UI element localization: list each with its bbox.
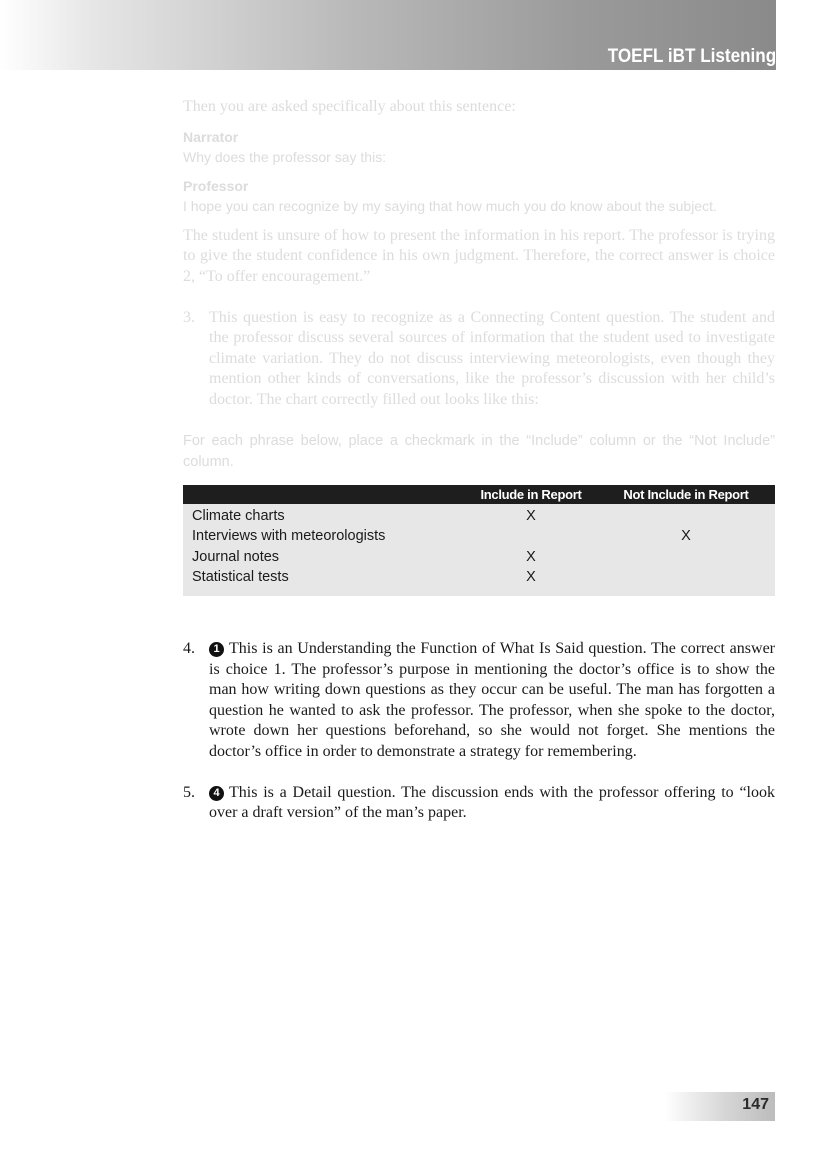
item-3-text: This question is easy to recognize as a Connecting Content question. The student and the professor discuss several sources of information that the student used to investigate climate variation. They do not discuss interviewing meteorologists, even though they mention other kinds of conversations, like the professor’s discussion with her child’s doctor. The chart correctly filled out looks like this: bbox=[209, 308, 775, 408]
chart-instruction: For each phrase below, place a checkmark in the “Include” column or the “Not Include” column. bbox=[183, 432, 775, 470]
row-phrase: Statistical tests bbox=[192, 569, 289, 586]
choice-badge-icon: 4 bbox=[209, 786, 224, 801]
answer-5-number: 5. bbox=[183, 783, 195, 801]
item-3-number: 3. bbox=[183, 308, 195, 326]
answer-explanations bbox=[183, 639, 775, 824]
table-row bbox=[183, 567, 775, 596]
answer-4-number: 4. bbox=[183, 640, 195, 657]
row-phrase: Climate charts bbox=[192, 507, 285, 524]
professor-label: Professor bbox=[183, 178, 249, 195]
narrator-label: Narrator bbox=[183, 128, 239, 145]
answer-5-text: This is a Detail question. The discussion ends with the professor offering to “look over a draft version” of the man’s paper. bbox=[209, 783, 775, 822]
row-phrase: Journal notes bbox=[192, 548, 280, 565]
answer-4-text: This is an Understanding the Function of What Is Said question. The correct answer is choice 1. The professor’s purpose in mentioning the doctor’s office is to show the man how writing down questions as they occur can be useful. The man has forgotten a question he wanted to ask the professor. The professor, when she spoke to the doctor, wrote down her questions beforehand, so she would not forget. She mentions the doctor’s office in order to demonstrate a strategy for remembering. bbox=[209, 640, 775, 760]
narrator-text: Why does the professor say this: bbox=[183, 148, 387, 165]
professor-text: I hope you can recognize by my saying that how much you do know about the subject. bbox=[183, 198, 717, 215]
row-phrase: Interviews with meteorologists bbox=[192, 528, 386, 545]
include-mark: X bbox=[526, 548, 536, 565]
running-header-title: TOEFL iBT Listening bbox=[607, 46, 776, 67]
chart-header-phrase bbox=[183, 485, 465, 504]
answer-item-5 bbox=[183, 783, 775, 824]
faded-intro-text: Then you are asked specifically about this sentence: bbox=[183, 98, 516, 115]
table-row bbox=[183, 547, 775, 568]
page-number-band bbox=[665, 1092, 775, 1121]
chart-header-row bbox=[183, 485, 775, 504]
answer-5-body bbox=[209, 783, 775, 824]
not-include-mark bbox=[597, 547, 775, 568]
chart-header-not-include: Not Include in Report bbox=[623, 486, 749, 502]
faded-previous-content bbox=[183, 97, 775, 596]
table-row bbox=[183, 504, 775, 527]
answer-chart-table bbox=[183, 485, 775, 596]
not-include-mark bbox=[597, 504, 775, 527]
table-row bbox=[183, 526, 775, 547]
choice-badge-icon: 1 bbox=[209, 642, 224, 657]
include-mark bbox=[465, 526, 597, 547]
answer-item-4 bbox=[183, 639, 775, 763]
not-include-mark: X bbox=[681, 528, 691, 545]
not-include-mark bbox=[597, 567, 775, 596]
answer-4-body bbox=[209, 639, 775, 763]
running-header-band bbox=[0, 0, 776, 70]
page-number: 147 bbox=[742, 1096, 769, 1113]
include-mark: X bbox=[526, 569, 536, 586]
faded-explanation: The student is unsure of how to present the information in his report. The professor is trying to give the student confidence in his own judgment. Therefore, the correct answer is choice 2, “To offer encouragement.” bbox=[183, 226, 775, 285]
item-3 bbox=[183, 308, 775, 411]
chart-header-include: Include in Report bbox=[480, 486, 582, 502]
include-mark: X bbox=[526, 507, 536, 524]
